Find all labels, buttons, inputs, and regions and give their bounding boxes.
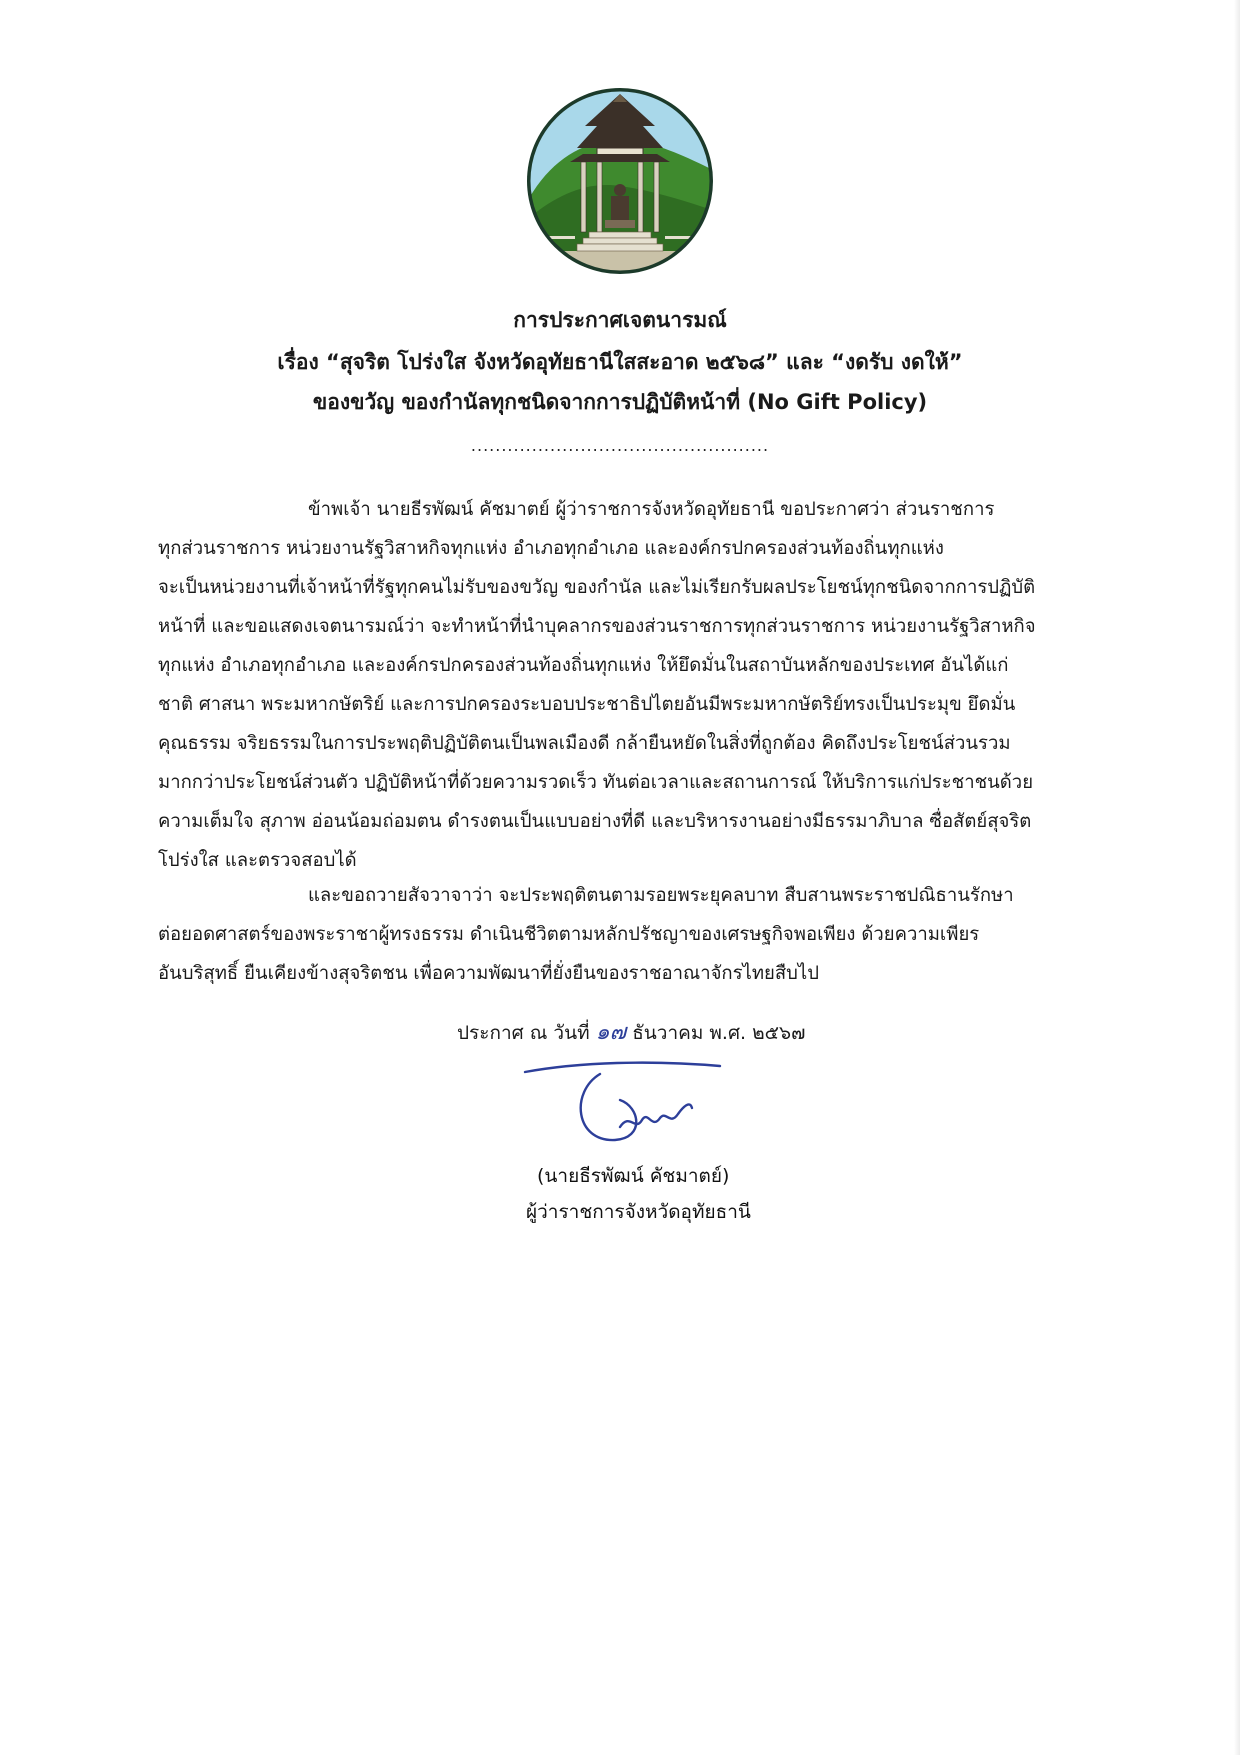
signer-title: ผู้ว่าราชการจังหวัดอุทัยธานี — [526, 1201, 751, 1223]
document-title: การประกาศเจตนารมณ์ — [513, 308, 727, 332]
paragraph-line: และขอถวายสัจวาจาว่า จะประพฤติตนตามรอยพระยุคลบาท สืบสานพระราชปณิธานรักษา — [308, 885, 1014, 906]
paragraph-line: จะเป็นหน่วยงานที่เจ้าหน้าที่รัฐทุกคนไม่รับของขวัญ ของกำนัล และไม่เรียกรับผลประโยชน์ทุกชนิดจากการปฏิบัติ — [158, 577, 1036, 598]
announcement-date — [457, 1014, 805, 1049]
handwritten-signature — [520, 1052, 760, 1162]
paragraph-line: ทุกแห่ง อำเภอทุกอำเภอ และองค์กรปกครองส่วนท้องถิ่นทุกแห่ง ให้ยึดมั่นในสถาบันหลักของประเทศ อันได้แก่ — [158, 655, 1009, 676]
page-edge — [1234, 0, 1240, 1755]
paragraph-line: ข้าพเจ้า นายธีรพัฒน์ คัชมาตย์ ผู้ว่าราชการจังหวัดอุทัยธานี ขอประกาศว่า ส่วนราชการ — [308, 499, 995, 520]
paragraph-line: ต่อยอดศาสตร์ของพระราชาผู้ทรงธรรม ดำเนินชีวิตตามหลักปรัชญาของเศรษฐกิจพอเพียง ด้วยความเพียร — [158, 924, 980, 945]
paragraph-line: โปร่งใส และตรวจสอบได้ — [158, 850, 357, 871]
document-subject-continued: ของขวัญ ของกำนัลทุกชนิดจากการปฏิบัติหน้าที่ (No Gift Policy) — [312, 390, 928, 414]
paragraph-oath — [158, 876, 1140, 993]
date-day: ๑๗ — [595, 1020, 627, 1045]
paragraph-line: มากกว่าประโยชน์ส่วนตัว ปฏิบัติหน้าที่ด้วยความรวดเร็ว ทันต่อเวลาและสถานการณ์ ให้บริการแก่ประชาชนด้วย — [158, 772, 1034, 793]
paragraph-line: หน้าที่ และขอแสดงเจตนารมณ์ว่า จะทำหน้าที่นำบุคลากรของส่วนราชการทุกส่วนราชการ หน่วยงานรัฐวิสาหกิจ — [158, 616, 1036, 637]
provincial-seal-icon — [525, 86, 715, 276]
separator: ................................................. — [470, 436, 770, 455]
paragraph-line: คุณธรรม จริยธรรมในการประพฤติปฏิบัติตนเป็นพลเมืองดี กล้ายืนหยัดในสิ่งที่ถูกต้อง คิดถึงประโยชน์ส่วนรวม — [158, 733, 1011, 754]
paragraph-line: อันบริสุทธิ์ ยืนเคียงข้างสุจริตชน เพื่อความพัฒนาที่ยั่งยืนของราชอาณาจักรไทยสืบไป — [158, 963, 819, 984]
date-prefix: ประกาศ ณ วันที่ — [457, 1022, 590, 1044]
paragraph-line: ทุกส่วนราชการ หน่วยงานรัฐวิสาหกิจทุกแห่ง อำเภอทุกอำเภอ และองค์กรปกครองส่วนท้องถิ่นทุกแห่ง — [158, 538, 944, 559]
signer-name: (นายธีรพัฒน์ คัชมาตย์) — [537, 1165, 730, 1187]
date-suffix: ธันวาคม พ.ศ. ๒๕๖๗ — [632, 1022, 806, 1044]
document-subject: เรื่อง “สุจริต โปร่งใส จังหวัดอุทัยธานีใสสะอาด ๒๕๖๘” และ “งดรับ งดให้” — [277, 350, 963, 374]
paragraph-declaration — [158, 490, 1140, 880]
paragraph-line: ชาติ ศาสนา พระมหากษัตริย์ และการปกครองระบอบประชาธิปไตยอันมีพระมหากษัตริย์ทรงเป็นประมุข ยึดมั่น — [158, 694, 1016, 715]
paragraph-line: ความเต็มใจ สุภาพ อ่อนน้อมถ่อมตน ดำรงตนเป็นแบบอย่างที่ดี และบริหารงานอย่างมีธรรมาภิบาล ซื่อสัตย์สุจริต — [158, 811, 1032, 832]
